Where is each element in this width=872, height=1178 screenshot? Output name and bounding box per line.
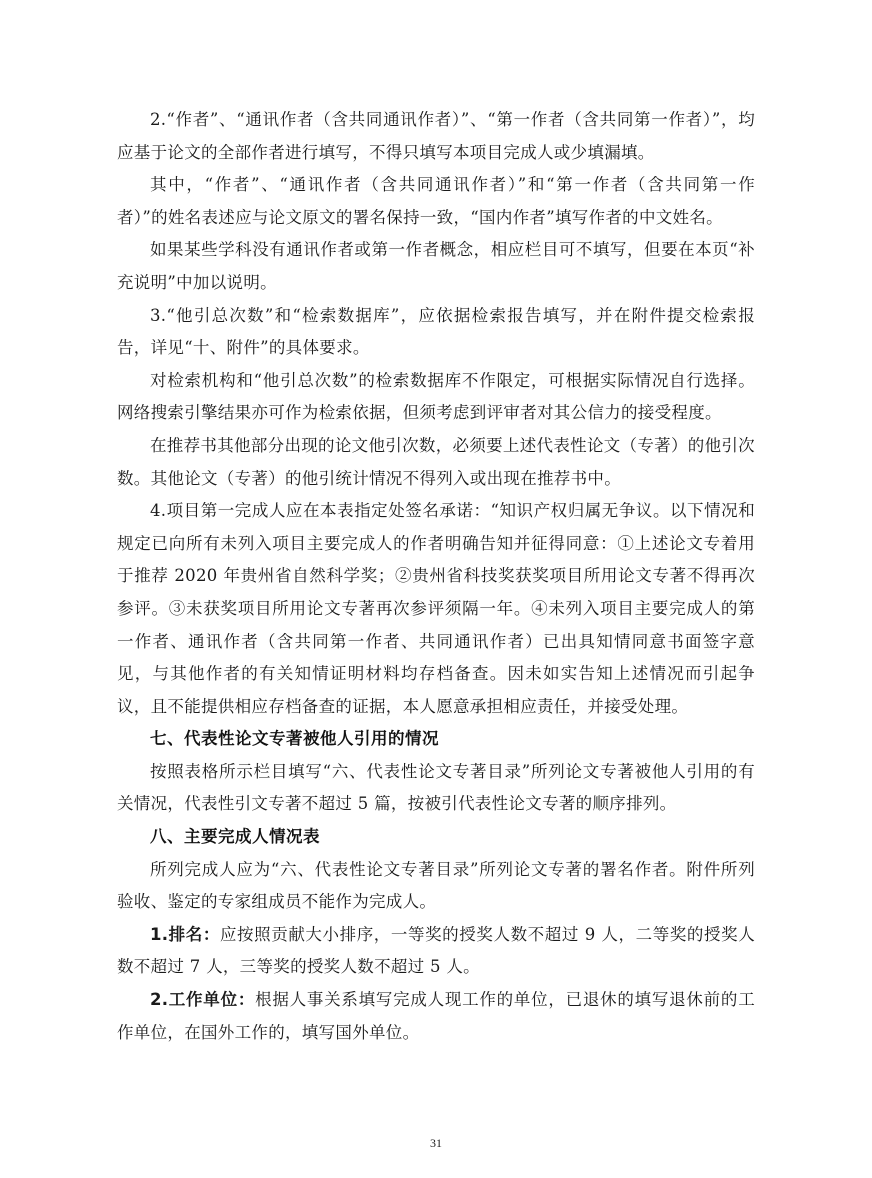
paragraph-other-citations: 在推荐书其他部分出现的论文他引次数，必须要上述代表性论文（专著）的他引次数。其他论文（专著）的他引统计情况不得列入或出现在推荐书中。 xyxy=(117,435,755,488)
paragraph-completers: 所列完成人应为“六、代表性论文专著目录”所列论文专著的署名作者。附件所列验收、鉴定的专家组成员不能作为完成人。 xyxy=(117,859,755,912)
paragraph-citation-table: 按照表格所示栏目填写“六、代表性论文专著目录”所列论文专著被他人引用的有关情况，代表性引文专著不超过 5 篇，按被引代表性论文专著的顺序排列。 xyxy=(117,761,755,814)
work-unit-label: 2.工作单位： xyxy=(150,990,256,1010)
paragraph-no-corresponding-author: 如果某些学科没有通讯作者或第一作者概念，相应栏目可不填写，但要在本页“补充说明”中加以说明。 xyxy=(117,240,755,292)
paragraph-citation-count: 3.“他引总次数”和“检索数据库”，应依据检索报告填写，并在附件提交检索报告，详见“十、附件”的具体要求。 xyxy=(117,305,755,358)
section-heading-8: 八、主要完成人情况表 xyxy=(150,827,320,847)
work-unit-text: 根据人事关系填写完成人现工作的单位，已退休的填写退休前的工作单位，在国外工作的，填写国外单位。 xyxy=(117,990,755,1042)
paragraph-signature-commitment: 4.项目第一完成人应在本表指定处签名承诺：“知识产权归属无争议。以下情况和规定已向所有未列入项目主要完成人的作者明确告知并征得同意：①上述论文专着用于推荐 2020 年贵州省自然科学奖；②贵州省科技奖获奖项目所用论文专著不得再次参评。③未获奖项目所用论文专著再次参评须隔一年。④未列入项目主要完成人的第一作者、通讯作者（含共同第一作者、共同通讯作者）已出具知情同意书面签字意见，与其他作者的有关知情证明材料均存档备查。因未如实告知上述情况而引起争议，且不能提供相应存档备查的证据，本人愿意承担相应责任，并接受处理。 xyxy=(117,501,755,716)
paragraph-ranking xyxy=(117,919,755,984)
paragraph-work-unit xyxy=(117,984,755,1049)
ranking-text: 应按照贡献大小排序，一等奖的授奖人数不超过 9 人，二等奖的授奖人数不超过 7 人，三等奖的授奖人数不超过 5 人。 xyxy=(117,924,756,977)
page-number: 31 xyxy=(430,1136,442,1150)
paragraph-name-consistency: 其中，“作者”、“通讯作者（含共同通讯作者）”和“第一作者（含共同第一作者）”的姓名表述应与论文原文的署名保持一致，“国内作者”填写作者的中文姓名。 xyxy=(117,175,755,227)
paragraph-author-rules: 2.“作者”、“通讯作者（含共同通讯作者）”、“第一作者（含共同第一作者）”，均应基于论文的全部作者进行填写，不得只填写本项目完成人或少填漏填。 xyxy=(117,110,755,162)
ranking-label: 1.排名： xyxy=(150,924,220,944)
section-heading-7: 七、代表性论文专著被他人引用的情况 xyxy=(150,729,439,749)
page-body xyxy=(117,104,755,1049)
paragraph-search-institution: 对检索机构和“他引总次数”的检索数据库不作限定，可根据实际情况自行选择。网络搜索引擎结果亦可作为检索依据，但须考虑到评审者对其公信力的接受程度。 xyxy=(117,370,755,423)
